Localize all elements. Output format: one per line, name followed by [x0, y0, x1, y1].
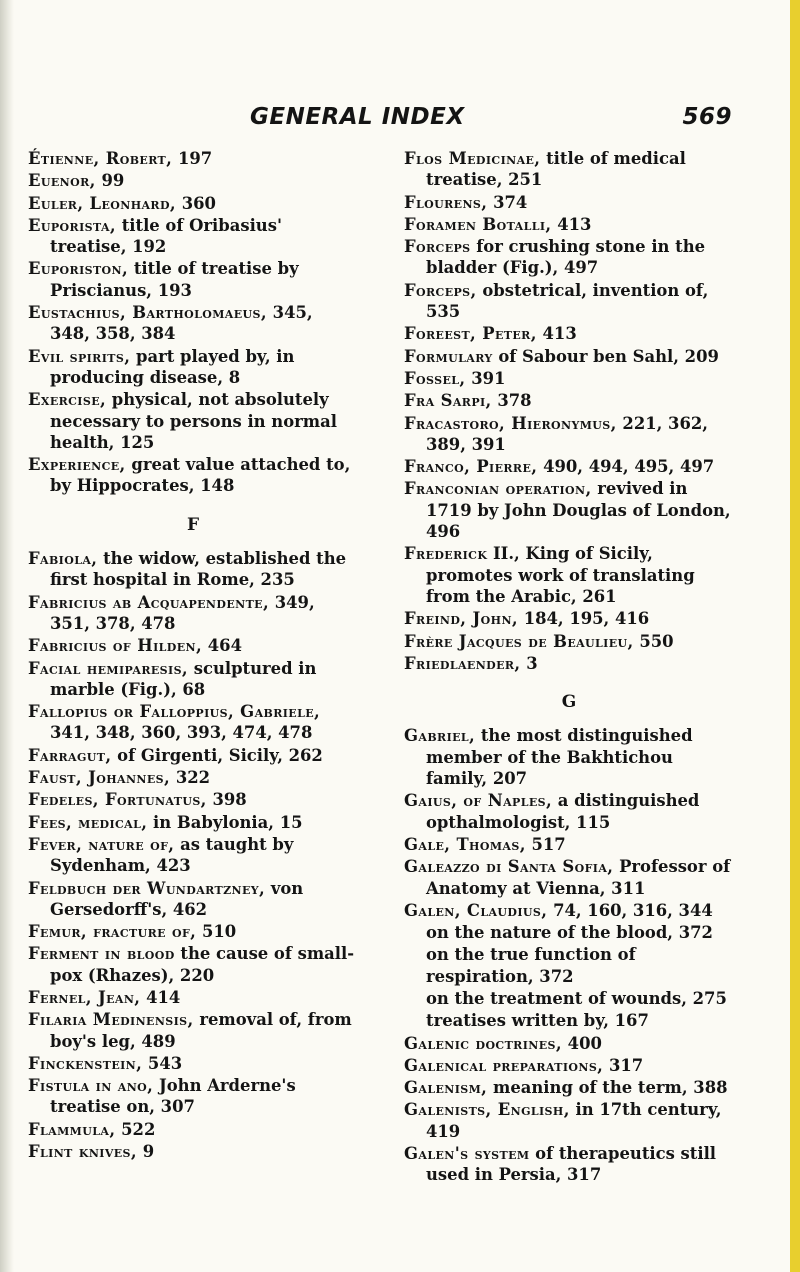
index-locators: II., King of Sicily, promotes work of translating from the Arabic, 261 [426, 544, 695, 606]
index-entry [28, 1119, 358, 1140]
index-headword: Galen's system [404, 1144, 530, 1164]
index-column-left [28, 148, 358, 1163]
index-locators: 349, 351, 378, 478 [50, 592, 315, 633]
index-headword: Fernel, Jean, [28, 987, 141, 1007]
index-entry [28, 215, 358, 258]
index-entry [404, 631, 734, 652]
index-entry [28, 1075, 358, 1118]
index-locators: meaning of the term, 388 [487, 1078, 728, 1098]
index-entry [28, 302, 358, 345]
index-locators: 543 [142, 1053, 183, 1073]
index-headword: Eustachius, Bartholomaeus, [28, 303, 267, 323]
index-locators: the most distinguished member of the Bakhtichou family, 207 [426, 726, 693, 789]
index-headword: Freind, John, [404, 609, 519, 629]
index-entry [404, 900, 734, 921]
index-locators: revived in 1719 by John Douglas of London, 496 [426, 479, 731, 542]
index-locators: 341, 348, 360, 393, 474, 478 [50, 723, 313, 743]
index-headword: Fossel, [404, 368, 466, 388]
index-headword: Flourens, [404, 192, 488, 212]
index-locators: 510 [196, 922, 237, 942]
index-headword: Farragut, [28, 745, 112, 765]
index-locators: 517 [525, 834, 566, 854]
index-entry [404, 192, 734, 213]
index-headword: Foreest, Peter, [404, 324, 537, 344]
index-entry [404, 346, 734, 367]
index-headword: Euler, Leonhard, [28, 193, 177, 213]
index-entry [404, 856, 734, 899]
index-locators: 398 [206, 790, 247, 810]
index-headword: Galenism, [404, 1078, 488, 1098]
index-entry [404, 1033, 734, 1054]
index-entry [28, 658, 358, 701]
index-headword: Galen, Claudius, [404, 900, 548, 920]
index-entry [404, 1077, 734, 1098]
index-headword: Euenor, [28, 171, 96, 191]
index-headword: Fallopius or Falloppius, Gabriele, [28, 702, 321, 722]
index-locators: 400 [561, 1033, 602, 1053]
index-headword: Evil spirits, [28, 346, 131, 366]
index-locators: 413 [551, 214, 592, 234]
index-entry [28, 148, 358, 169]
index-headword: Fedeles, Fortunatus, [28, 790, 207, 810]
index-headword: Flammula, [28, 1119, 116, 1139]
page-number: 569 [682, 104, 732, 130]
index-headword: Flos Medicinae, [404, 149, 541, 168]
index-column-right [404, 148, 734, 1187]
index-locators: 490, 494, 495, 497 [537, 457, 715, 477]
index-entry [28, 193, 358, 214]
index-headword: Fees, medical, [28, 812, 148, 832]
index-subentry: on the true function of respiration, 372 [426, 945, 636, 986]
index-locators: 360 [176, 193, 216, 213]
index-headword: Galenic doctrines, [404, 1033, 562, 1053]
index-locators: 378 [491, 391, 532, 411]
index-entry [404, 653, 734, 674]
index-entry [404, 368, 734, 389]
index-entry [28, 635, 358, 656]
index-locators: for crushing stone in the bladder (Fig.), 497 [426, 237, 706, 278]
index-locators: a distinguished opthalmologist, 115 [426, 791, 700, 832]
index-headword: Franconian operation, [404, 479, 592, 499]
index-locators: 197 [172, 149, 213, 168]
index-headword: Ferment in blood [28, 944, 175, 964]
index-headword: Finckenstein, [28, 1053, 143, 1073]
index-locators: physical, not absolutely necessary to persons in normal health, 125 [50, 390, 337, 452]
index-entry [28, 1053, 358, 1074]
index-locators: great value attached to, by Hippocrates, 148 [50, 455, 351, 496]
index-locators: of therapeutics still used in Persia, 317 [426, 1144, 717, 1185]
index-entry [404, 236, 734, 279]
index-locators: 345, 348, 358, 384 [50, 303, 313, 344]
page-header [60, 104, 732, 134]
index-entry [404, 543, 734, 607]
index-locators: in Babylonia, 15 [147, 812, 303, 832]
index-locators: title of Oribasius' treatise, 192 [50, 215, 282, 257]
running-title: GENERAL INDEX [250, 104, 465, 130]
index-headword: Frère Jacques de Beaulieu, [404, 631, 634, 651]
index-locators: 550 [633, 631, 674, 651]
index-entry [28, 701, 358, 744]
index-locators: 74, 160, 316, 344 [547, 900, 713, 920]
index-entry [404, 413, 734, 456]
index-headword: Femur, fracture of, [28, 922, 197, 942]
index-entry [404, 1055, 734, 1076]
index-entry [28, 834, 358, 877]
index-entry [404, 148, 734, 191]
index-entry [28, 878, 358, 921]
index-headword: Feldbuch der Wundartzney, [28, 878, 266, 898]
index-headword: Gabriel, [404, 726, 476, 746]
index-headword: Flint knives, [28, 1142, 137, 1162]
index-headword: Étienne, Robert, [28, 149, 173, 168]
index-locators: 99 [95, 171, 125, 191]
index-entry [404, 280, 734, 323]
section-letter: G [561, 692, 577, 713]
index-headword: Exercise, [28, 390, 107, 410]
index-headword: Fever, nature of, [28, 834, 175, 854]
index-headword: Fabricius of Hilden, [28, 636, 203, 656]
index-headword: Forceps [404, 237, 471, 257]
index-headword: Fra Sarpi, [404, 391, 492, 411]
index-locators: of Sabour ben Sahl, 209 [492, 346, 719, 366]
index-entry [28, 1141, 358, 1162]
section-letter: F [186, 514, 200, 535]
index-subentry: treatises written by, 167 [426, 1011, 649, 1031]
index-locators: 414 [140, 987, 181, 1007]
index-entry [28, 921, 358, 942]
index-locators: John Arderne's treatise on, 307 [50, 1076, 296, 1117]
index-locators: obstetrical, invention of, 535 [426, 280, 709, 322]
index-locators: 184, 195, 416 [518, 609, 650, 629]
index-entry [28, 745, 358, 766]
index-entry [28, 767, 358, 788]
index-headword: Euporista, [28, 215, 116, 235]
index-locators: von Gersedorff's, 462 [50, 878, 304, 919]
index-headword: Experience, [28, 455, 126, 475]
index-entry [404, 478, 734, 542]
index-locators: the widow, established the first hospital in Rome, 235 [50, 549, 347, 590]
index-headword: Forceps, [404, 280, 477, 300]
index-entry [404, 1143, 734, 1186]
index-locators: 317 [603, 1055, 644, 1075]
index-entry [404, 608, 734, 629]
index-locators: 391 [465, 368, 506, 388]
index-headword: Fabiola, [28, 549, 98, 569]
index-entry [28, 389, 358, 453]
index-entry [28, 170, 358, 191]
index-locators: title of medical treatise, 251 [426, 149, 686, 190]
index-headword: Galenical preparations, [404, 1055, 604, 1075]
index-locators: 522 [115, 1119, 156, 1139]
index-entry [28, 789, 358, 810]
index-locators: sculptured in marble (Fig.), 68 [50, 658, 317, 699]
index-locators: 221, 362, 389, 391 [426, 413, 708, 454]
index-locators: 3 [520, 653, 538, 673]
index-locators: title of treatise by Priscianus, 193 [50, 259, 299, 300]
index-locators: 322 [170, 768, 211, 788]
index-locators: Professor of Anatomy at Vienna, 311 [426, 857, 731, 898]
index-entry [404, 323, 734, 344]
index-locators: 9 [137, 1142, 155, 1162]
index-subentry: on the treatment of wounds, 275 [426, 988, 727, 1008]
index-entry [28, 258, 358, 301]
index-entry [28, 943, 358, 986]
index-entry [28, 454, 358, 497]
index-locators: the cause of small-pox (Rhazes), 220 [50, 944, 355, 985]
index-headword: Filaria Medinensis, [28, 1010, 194, 1030]
index-headword: Frederick [404, 544, 488, 564]
index-entry [28, 548, 358, 591]
index-headword: Euporiston, [28, 259, 129, 279]
page-edge-strip [790, 0, 800, 1272]
index-headword: Fracastoro, Hieronymus, [404, 413, 617, 433]
index-locators: 374 [487, 192, 528, 212]
index-headword: Gale, Thomas, [404, 834, 526, 854]
index-entry [404, 390, 734, 411]
index-entry [28, 812, 358, 833]
index-headword: Galeazzo di Santa Sofia, [404, 857, 614, 877]
index-locators: part played by, in producing disease, 8 [50, 346, 295, 387]
index-entry [404, 1099, 734, 1142]
index-entry [404, 834, 734, 855]
index-entry [28, 346, 358, 389]
index-subentry: on the nature of the blood, 372 [426, 923, 713, 943]
index-headword: Facial hemiparesis, [28, 658, 189, 678]
index-locators: 413 [536, 324, 577, 344]
index-locators: as taught by Sydenham, 423 [50, 834, 294, 876]
index-headword: Gaius, of Naples, [404, 791, 553, 811]
index-entry [404, 790, 734, 833]
index-entry [28, 592, 358, 635]
index-headword: Foramen Botalli, [404, 214, 552, 234]
index-locators: 464 [202, 636, 242, 656]
index-headword: Faust, Johannes, [28, 768, 171, 788]
index-entry [28, 987, 358, 1008]
index-headword: Galenists, English, [404, 1100, 570, 1120]
index-entry [404, 456, 734, 477]
index-locators: of Girgenti, Sicily, 262 [111, 745, 323, 765]
index-headword: Friedlaender, [404, 653, 521, 673]
index-headword: Formulary [404, 346, 493, 366]
page-edge-shadow [0, 0, 14, 1272]
index-locators: in 17th century, 419 [426, 1100, 722, 1141]
index-locators: removal of, from boy's leg, 489 [50, 1010, 352, 1051]
index-headword: Fabricius ab Acquapendente, [28, 592, 270, 612]
index-entry [404, 214, 734, 235]
index-entry [404, 725, 734, 789]
index-entry [28, 1009, 358, 1052]
index-headword: Fistula in ano, [28, 1076, 154, 1096]
index-headword: Franco, Pierre, [404, 457, 538, 477]
